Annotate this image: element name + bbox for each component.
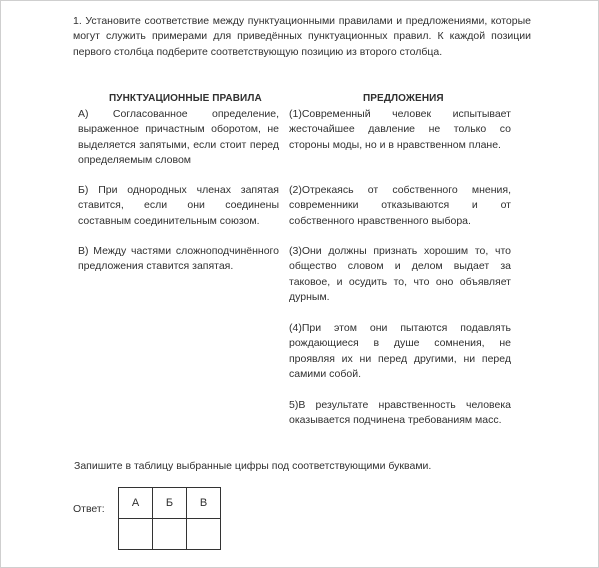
sentence-2: (2)Отрекаясь от собственного мнения, современники отказываются и от собственного нравственного выбора. xyxy=(289,184,511,227)
sentence-4: (4)При этом они пытаются подавлять рождающиеся в душе сомнения, не проявляя их ни перед другими, ни перед самими собой. xyxy=(289,322,511,381)
answer-cell-b[interactable] xyxy=(153,519,187,550)
answer-table xyxy=(118,487,221,550)
answer-cell-a[interactable] xyxy=(119,519,153,550)
rule-a: А) Согласованное определение, выраженное причастным оборотом, не выделяется запятыми, если стоит перед определяемым словом xyxy=(78,108,279,167)
task-text: 1. Установите соответствие между пунктуационными правилами и предложениями, которые могут служить примерами для приведённых пунктуационных правил. К каждой позиции первого столбца подберите соответствующую позицию из второго столбца. xyxy=(73,15,531,58)
answer-letter-a: А xyxy=(119,488,153,519)
sentence-5: 5)В результате нравственность человека оказывается подчинена требованиям масс. xyxy=(289,399,511,427)
instruction-text: Запишите в таблицу выбранные цифры под соответствующими буквами. xyxy=(74,460,432,472)
answer-letters-row xyxy=(119,488,221,519)
answer-letter-b: Б xyxy=(153,488,187,519)
rules-column-header: ПУНКТУАЦИОННЫЕ ПРАВИЛА xyxy=(109,93,262,104)
sentences-column-header: ПРЕДЛОЖЕНИЯ xyxy=(363,93,444,104)
sentence-1: (1)Современный человек испытывает жесточайшее давление не только со стороны моды, но и в нравственном плане. xyxy=(289,108,511,151)
answer-values-row xyxy=(119,519,221,550)
sentence-3: (3)Они должны признать хорошим то, что общество словом и делом выдает за таковое, и осудить то, что оно объявляет дурным. xyxy=(289,245,511,304)
rule-c: В) Между частями сложноподчинённого предложения ставится запятая. xyxy=(78,245,279,273)
rule-b: Б) При однородных членах запятая ставится, если они соединены составным соединительным союзом. xyxy=(78,184,279,227)
answer-cell-c[interactable] xyxy=(187,519,221,550)
answer-label: Ответ: xyxy=(73,503,105,515)
answer-letter-c: В xyxy=(187,488,221,519)
